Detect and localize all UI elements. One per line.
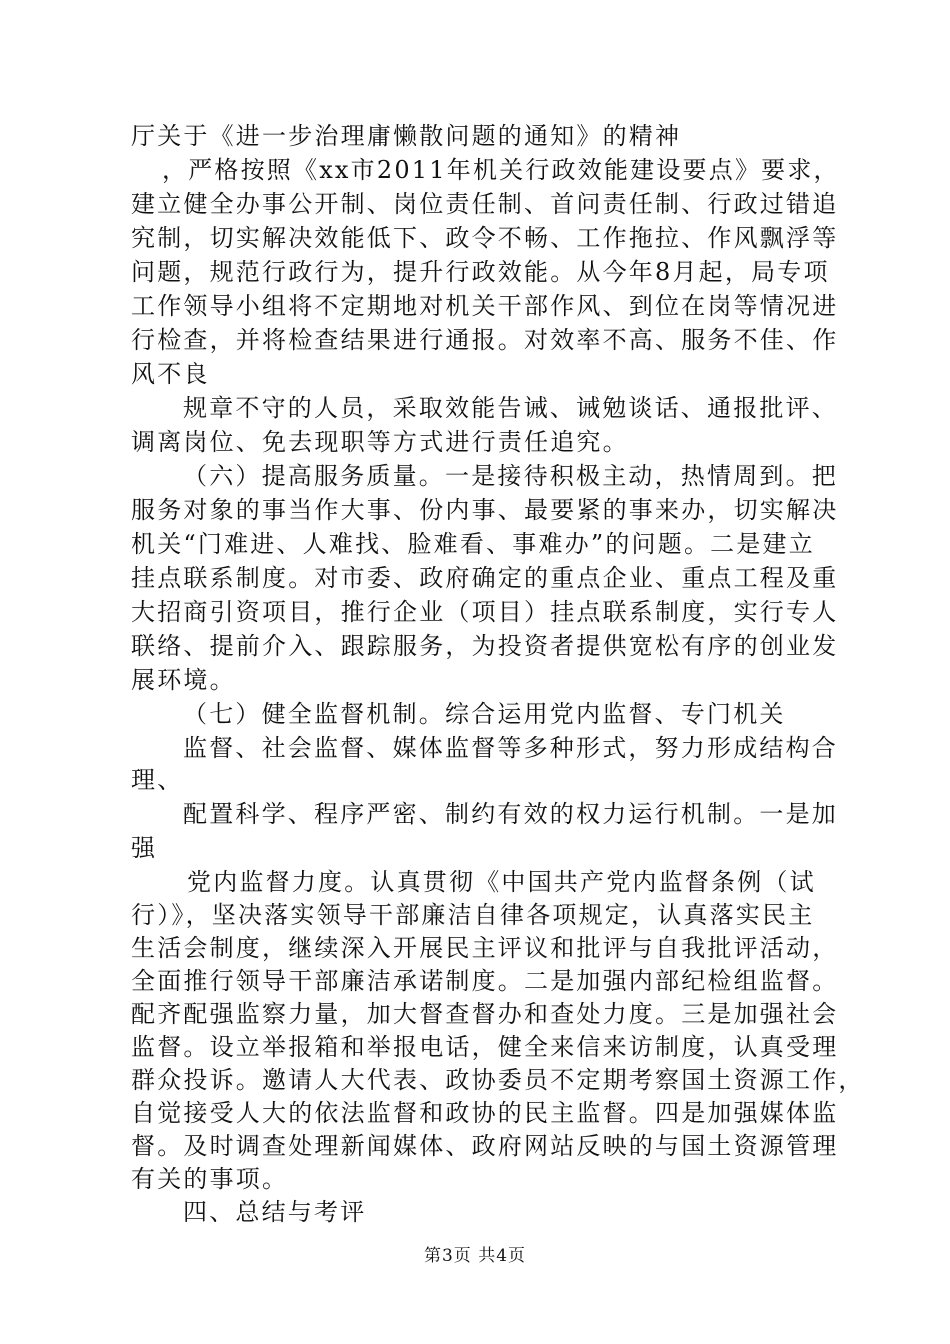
text-line: 有关的事项。 [131,1165,289,1193]
text-line: 群众投诉。邀请人大代表、政协委员不定期考察国土资源工作， [131,1066,865,1094]
text-line: 调离岗位、免去现职等方式进行责任追究。 [131,428,629,456]
text-line: 究制，切实解决效能低下、政令不畅、工作拖拉、作风飘浮等 [131,224,839,252]
text-line: 机关“门难进、人难找、脸难看、事难办”的问题。二是建立 [131,530,815,558]
text-line: （七）健全监督机制。综合运用党内监督、专门机关 [183,700,786,728]
text-line: 四、总结与考评 [183,1198,367,1226]
text-line: 生活会制度，继续深入开展民主评议和批评与自我批评活动， [131,934,839,962]
text-line: ，严格按照《xx市2011年机关行政效能建设要点》要求， [162,156,840,184]
text-line: 风不良 [131,360,210,388]
text-line: 全面推行领导干部廉洁承诺制度。二是加强内部纪检组监督。 [131,967,839,995]
text-line: 规章不守的人员，采取效能告诫、诫勉谈话、通报批评、 [183,394,838,422]
text-line: 监督。设立举报箱和举报电话，健全来信来访制度，认真受理 [131,1033,839,1061]
text-line: 问题，规范行政行为，提升行政效能。从今年8月起，局专项 [131,258,830,286]
text-line: 工作领导小组将不定期地对机关干部作风、到位在岗等情况进 [131,292,839,320]
text-line: 联络、提前介入、跟踪服务，为投资者提供宽松有序的创业发 [131,632,839,660]
text-line: 理、 [131,766,184,794]
text-line: 配齐配强监察力量，加大督查督办和查处力度。三是加强社会 [131,1000,839,1028]
text-line: 挂点联系制度。对市委、政府确定的重点企业、重点工程及重 [131,564,839,592]
text-line: 党内监督力度。认真贯彻《中国共产党内监督条例（试 [187,868,816,896]
text-line: 展环境。 [131,666,236,694]
text-line: 强 [131,834,158,862]
text-line: 服务对象的事当作大事、份内事、最要紧的事来办，切实解决 [131,496,839,524]
page-footer [0,1244,950,1268]
text-line: 大招商引资项目，推行企业（项目）挂点联系制度，实行专人 [131,598,839,626]
text-line: 配置科学、程序严密、制约有效的权力运行机制。一是加 [183,800,838,828]
page-number: 第3页 共4页 [423,1246,527,1266]
text-line: 督。及时调查处理新闻媒体、政府网站反映的与国土资源管理 [131,1132,839,1160]
text-line: 建立健全办事公开制、岗位责任制、首问责任制、行政过错追 [131,190,839,218]
text-line: 行）》，坚决落实领导干部廉洁自律各项规定，认真落实民主 [131,901,815,929]
text-line: 行检查，并将检查结果进行通报。对效率不高、服务不佳、作 [131,326,839,354]
text-line: 厅关于《进一步治理庸懒散问题的通知》的精神 [131,122,682,150]
text-line: （六）提高服务质量。一是接待积极主动，热情周到。把 [183,462,838,490]
text-line: 自觉接受人大的依法监督和政协的民主监督。四是加强媒体监 [131,1099,839,1127]
text-line: 监督、社会监督、媒体监督等多种形式，努力形成结构合 [183,734,838,762]
